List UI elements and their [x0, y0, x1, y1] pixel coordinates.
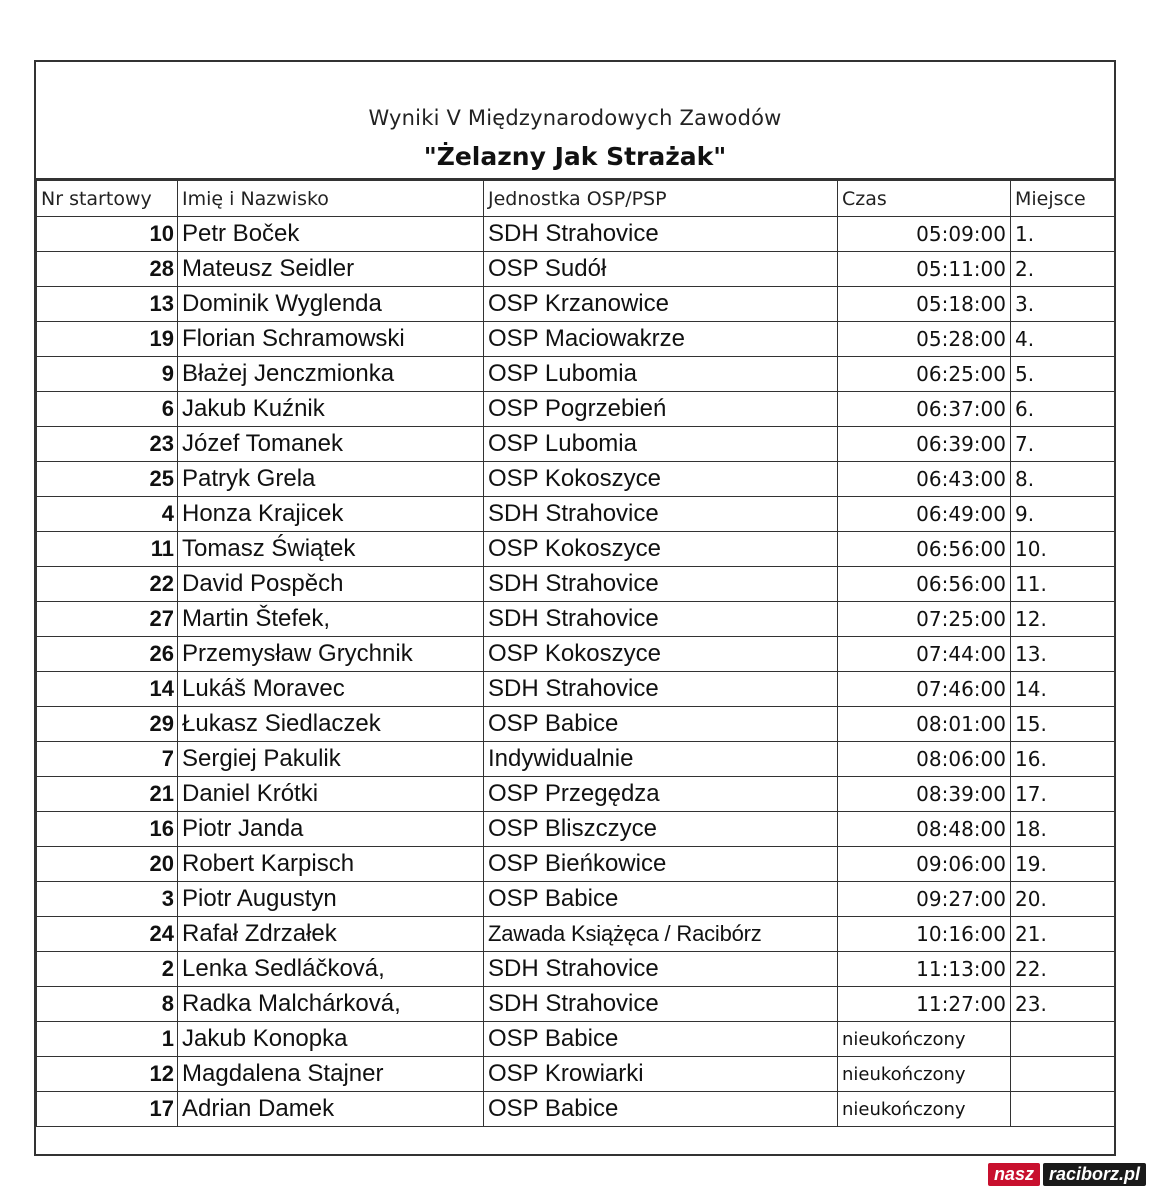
- cell-time: 07:25:00: [838, 602, 1011, 637]
- cell-time: 11:27:00: [838, 987, 1011, 1022]
- cell-unit: OSP Maciowakrze: [484, 322, 838, 357]
- cell-name: Daniel Krótki: [178, 777, 484, 812]
- cell-start-number: 6: [37, 392, 178, 427]
- cell-unit: SDH Strahovice: [484, 987, 838, 1022]
- cell-place: 4.: [1011, 322, 1115, 357]
- table-row: [37, 882, 1115, 917]
- cell-start-number: 24: [37, 917, 178, 952]
- cell-time: nieukończony: [838, 1057, 1011, 1092]
- cell-name: Petr Boček: [178, 217, 484, 252]
- cell-start-number: 20: [37, 847, 178, 882]
- header-nr: Nr startowy: [37, 181, 178, 217]
- cell-start-number: 14: [37, 672, 178, 707]
- cell-unit: OSP Pogrzebień: [484, 392, 838, 427]
- cell-place: 18.: [1011, 812, 1115, 847]
- cell-start-number: 17: [37, 1092, 178, 1127]
- cell-time: 08:06:00: [838, 742, 1011, 777]
- cell-unit: SDH Strahovice: [484, 672, 838, 707]
- cell-name: Lukáš Moravec: [178, 672, 484, 707]
- cell-unit: OSP Krzanowice: [484, 287, 838, 322]
- table-row: [37, 1022, 1115, 1057]
- cell-name: Rafał Zdrzałek: [178, 917, 484, 952]
- cell-start-number: 3: [37, 882, 178, 917]
- cell-time: 06:25:00: [838, 357, 1011, 392]
- title-line-2: "Żelazny Jak Strażak": [423, 142, 727, 171]
- cell-place: 17.: [1011, 777, 1115, 812]
- cell-place: 9.: [1011, 497, 1115, 532]
- table-row: [37, 462, 1115, 497]
- cell-place: 2.: [1011, 252, 1115, 287]
- header-time: Czas: [838, 181, 1011, 217]
- title-line-1: Wyniki V Międzynarodowych Zawodów: [368, 106, 782, 130]
- cell-time: 08:48:00: [838, 812, 1011, 847]
- cell-place: 6.: [1011, 392, 1115, 427]
- cell-unit: Zawada Książęca / Racibórz: [484, 917, 838, 952]
- cell-unit: SDH Strahovice: [484, 567, 838, 602]
- table-row: [37, 742, 1115, 777]
- cell-unit: SDH Strahovice: [484, 497, 838, 532]
- header-place: Miejsce: [1011, 181, 1115, 217]
- cell-place: 15.: [1011, 707, 1115, 742]
- cell-start-number: 2: [37, 952, 178, 987]
- cell-start-number: 4: [37, 497, 178, 532]
- cell-unit: OSP Babice: [484, 1022, 838, 1057]
- cell-place: 7.: [1011, 427, 1115, 462]
- table-row: [37, 917, 1115, 952]
- table-row: [37, 847, 1115, 882]
- table-row: [37, 567, 1115, 602]
- cell-start-number: 10: [37, 217, 178, 252]
- cell-time: 09:06:00: [838, 847, 1011, 882]
- cell-name: David Pospěch: [178, 567, 484, 602]
- table-row: [37, 952, 1115, 987]
- cell-place: 5.: [1011, 357, 1115, 392]
- cell-unit: OSP Krowiarki: [484, 1057, 838, 1092]
- cell-name: Mateusz Seidler: [178, 252, 484, 287]
- cell-start-number: 23: [37, 427, 178, 462]
- cell-name: Dominik Wyglenda: [178, 287, 484, 322]
- table-row: [37, 427, 1115, 462]
- cell-place: 3.: [1011, 287, 1115, 322]
- cell-name: Jakub Konopka: [178, 1022, 484, 1057]
- title-box: [36, 62, 1114, 180]
- table-row: [37, 357, 1115, 392]
- table-row: [37, 777, 1115, 812]
- cell-unit: Indywidualnie: [484, 742, 838, 777]
- cell-unit: SDH Strahovice: [484, 217, 838, 252]
- cell-start-number: 11: [37, 532, 178, 567]
- cell-time: 06:43:00: [838, 462, 1011, 497]
- cell-name: Radka Malchárková,: [178, 987, 484, 1022]
- results-table: [36, 180, 1115, 1127]
- table-row: [37, 672, 1115, 707]
- cell-start-number: 12: [37, 1057, 178, 1092]
- header-name: Imię i Nazwisko: [178, 181, 484, 217]
- cell-start-number: 16: [37, 812, 178, 847]
- table-row: [37, 602, 1115, 637]
- cell-place: [1011, 1022, 1115, 1057]
- cell-start-number: 7: [37, 742, 178, 777]
- cell-time: 10:16:00: [838, 917, 1011, 952]
- cell-start-number: 9: [37, 357, 178, 392]
- cell-name: Łukasz Siedlaczek: [178, 707, 484, 742]
- cell-unit: OSP Babice: [484, 1092, 838, 1127]
- cell-name: Patryk Grela: [178, 462, 484, 497]
- cell-place: 23.: [1011, 987, 1115, 1022]
- cell-name: Martin Štefek,: [178, 602, 484, 637]
- cell-unit: SDH Strahovice: [484, 602, 838, 637]
- table-row: [37, 287, 1115, 322]
- cell-place: 8.: [1011, 462, 1115, 497]
- watermark-part-2: raciborz.pl: [1043, 1163, 1146, 1186]
- cell-unit: OSP Lubomia: [484, 427, 838, 462]
- cell-unit: OSP Przegędza: [484, 777, 838, 812]
- cell-unit: SDH Strahovice: [484, 952, 838, 987]
- results-sheet: [34, 60, 1116, 1156]
- cell-unit: OSP Babice: [484, 707, 838, 742]
- cell-time: 09:27:00: [838, 882, 1011, 917]
- cell-time: 06:49:00: [838, 497, 1011, 532]
- cell-time: 06:56:00: [838, 532, 1011, 567]
- cell-place: 12.: [1011, 602, 1115, 637]
- table-row: [37, 217, 1115, 252]
- cell-place: 1.: [1011, 217, 1115, 252]
- table-row: [37, 497, 1115, 532]
- cell-name: Honza Krajicek: [178, 497, 484, 532]
- cell-name: Adrian Damek: [178, 1092, 484, 1127]
- table-row: [37, 987, 1115, 1022]
- cell-time: 05:28:00: [838, 322, 1011, 357]
- cell-start-number: 27: [37, 602, 178, 637]
- cell-place: 14.: [1011, 672, 1115, 707]
- cell-place: 21.: [1011, 917, 1115, 952]
- cell-time: 05:18:00: [838, 287, 1011, 322]
- cell-name: Jakub Kuźnik: [178, 392, 484, 427]
- cell-start-number: 22: [37, 567, 178, 602]
- cell-place: 13.: [1011, 637, 1115, 672]
- cell-time: 11:13:00: [838, 952, 1011, 987]
- watermark-part-1: nasz: [988, 1163, 1040, 1186]
- cell-start-number: 21: [37, 777, 178, 812]
- cell-unit: OSP Bliszczyce: [484, 812, 838, 847]
- cell-place: 22.: [1011, 952, 1115, 987]
- cell-time: 08:01:00: [838, 707, 1011, 742]
- cell-unit: OSP Bieńkowice: [484, 847, 838, 882]
- cell-time: 05:11:00: [838, 252, 1011, 287]
- cell-time: nieukończony: [838, 1092, 1011, 1127]
- cell-start-number: 13: [37, 287, 178, 322]
- cell-name: Błażej Jenczmionka: [178, 357, 484, 392]
- results-body: [37, 217, 1115, 1127]
- cell-start-number: 1: [37, 1022, 178, 1057]
- cell-place: [1011, 1057, 1115, 1092]
- cell-time: 07:44:00: [838, 637, 1011, 672]
- table-row: [37, 707, 1115, 742]
- cell-name: Tomasz Świątek: [178, 532, 484, 567]
- cell-place: [1011, 1092, 1115, 1127]
- cell-time: 06:56:00: [838, 567, 1011, 602]
- table-row: [37, 532, 1115, 567]
- cell-time: nieukończony: [838, 1022, 1011, 1057]
- watermark-logo: [988, 1163, 1146, 1186]
- cell-place: 20.: [1011, 882, 1115, 917]
- cell-time: 05:09:00: [838, 217, 1011, 252]
- table-row: [37, 252, 1115, 287]
- cell-start-number: 25: [37, 462, 178, 497]
- cell-place: 11.: [1011, 567, 1115, 602]
- cell-name: Robert Karpisch: [178, 847, 484, 882]
- table-row: [37, 322, 1115, 357]
- cell-start-number: 19: [37, 322, 178, 357]
- cell-unit: OSP Kokoszyce: [484, 637, 838, 672]
- cell-time: 07:46:00: [838, 672, 1011, 707]
- cell-name: Piotr Augustyn: [178, 882, 484, 917]
- header-row: [37, 181, 1115, 217]
- cell-time: 08:39:00: [838, 777, 1011, 812]
- cell-unit: OSP Sudół: [484, 252, 838, 287]
- cell-time: 06:37:00: [838, 392, 1011, 427]
- cell-start-number: 28: [37, 252, 178, 287]
- cell-unit: OSP Kokoszyce: [484, 532, 838, 567]
- table-row: [37, 637, 1115, 672]
- cell-unit: OSP Lubomia: [484, 357, 838, 392]
- cell-start-number: 29: [37, 707, 178, 742]
- cell-name: Sergiej Pakulik: [178, 742, 484, 777]
- table-row: [37, 392, 1115, 427]
- cell-place: 19.: [1011, 847, 1115, 882]
- cell-start-number: 8: [37, 987, 178, 1022]
- cell-name: Piotr Janda: [178, 812, 484, 847]
- table-row: [37, 1057, 1115, 1092]
- cell-place: 10.: [1011, 532, 1115, 567]
- cell-unit: OSP Babice: [484, 882, 838, 917]
- table-row: [37, 812, 1115, 847]
- cell-name: Florian Schramowski: [178, 322, 484, 357]
- cell-name: Magdalena Stajner: [178, 1057, 484, 1092]
- cell-name: Lenka Sedláčková,: [178, 952, 484, 987]
- cell-name: Przemysław Grychnik: [178, 637, 484, 672]
- cell-place: 16.: [1011, 742, 1115, 777]
- cell-time: 06:39:00: [838, 427, 1011, 462]
- cell-unit: OSP Kokoszyce: [484, 462, 838, 497]
- table-row: [37, 1092, 1115, 1127]
- cell-name: Józef Tomanek: [178, 427, 484, 462]
- header-unit: Jednostka OSP/PSP: [484, 181, 838, 217]
- cell-start-number: 26: [37, 637, 178, 672]
